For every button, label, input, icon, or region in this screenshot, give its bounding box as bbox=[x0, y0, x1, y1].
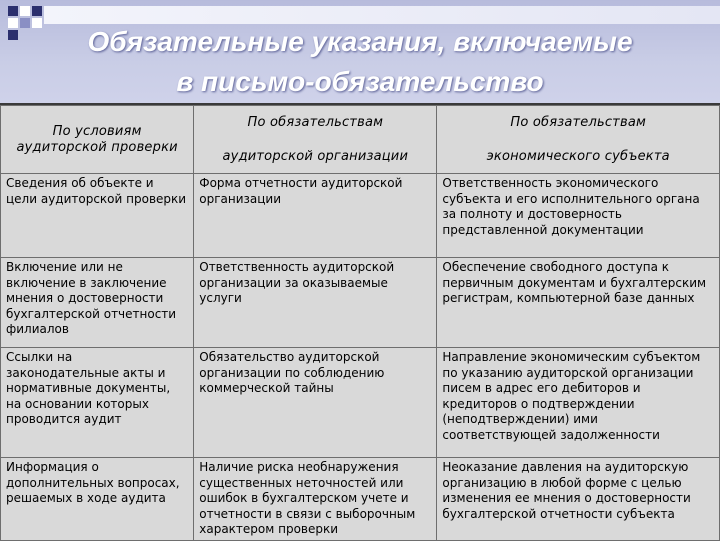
column-header-audit-conditions bbox=[1, 106, 194, 174]
title-line-2: в письмо-обязательство bbox=[176, 66, 544, 97]
table-cell: Обязательство аудиторской организации по соблюдению коммерческой тайны bbox=[194, 348, 437, 458]
table-header-row bbox=[1, 106, 720, 174]
table-cell: Неоказание давления на аудиторскую организацию в любой форме с целью изменения ее мнения о достоверности бухгалтерской отчетности субъекта bbox=[437, 458, 720, 541]
table-cell: Ссылки на законодательные акты и нормативные документы, на основании которых проводится аудит bbox=[1, 348, 194, 458]
table-cell: Форма отчетности аудиторской организации bbox=[194, 174, 437, 258]
table-cell: Обеспечение свободного доступа к первичным документам и бухгалтерским регистрам, компьютерной базе данных bbox=[437, 258, 720, 348]
column-header-text: По обязательствам bbox=[247, 114, 384, 130]
table-cell: Наличие риска необнаружения существенных неточностей или ошибок в бухгалтерском учете и отчетности в связи с выборочным характером проверки bbox=[194, 458, 437, 541]
requirements-table bbox=[0, 105, 720, 541]
table-cell: Сведения об объекте и цели аудиторской проверки bbox=[1, 174, 194, 258]
decor-square bbox=[32, 6, 42, 16]
title-line-1: Обязательные указания, включаемые bbox=[87, 26, 633, 57]
column-header-text: По обязательствам bbox=[510, 114, 646, 130]
decor-square bbox=[20, 6, 30, 16]
table-cell: Ответственность аудиторской организации за оказываемые услуги bbox=[194, 258, 437, 348]
table-cell: Информация о дополнительных вопросах, решаемых в ходе аудита bbox=[1, 458, 194, 541]
table-cell: Ответственность экономического субъекта и его исполнительного органа за полноту и достоверность представленной документации bbox=[437, 174, 720, 258]
table-cell: Направление экономическим субъектом по указанию аудиторской организации писем в адрес его дебиторов и кредиторов о подтверждении (неподтверждении) ими соответствующей задолженности bbox=[437, 348, 720, 458]
column-header-audit-org-obligations bbox=[194, 106, 437, 174]
table-row bbox=[1, 348, 720, 458]
table-row bbox=[1, 174, 720, 258]
column-header-subtext: аудиторской организации bbox=[222, 148, 409, 164]
column-header-subtext: экономического субъекта bbox=[486, 148, 670, 164]
table-row bbox=[1, 258, 720, 348]
column-header-entity-obligations bbox=[437, 106, 720, 174]
table-row bbox=[1, 458, 720, 541]
table-cell: Включение или не включение в заключение мнения о достоверности бухгалтерской отчетности филиалов bbox=[1, 258, 194, 348]
column-header-text: По условиям аудиторской проверки bbox=[16, 123, 178, 155]
slide-title bbox=[0, 22, 720, 102]
decor-square bbox=[8, 6, 18, 16]
